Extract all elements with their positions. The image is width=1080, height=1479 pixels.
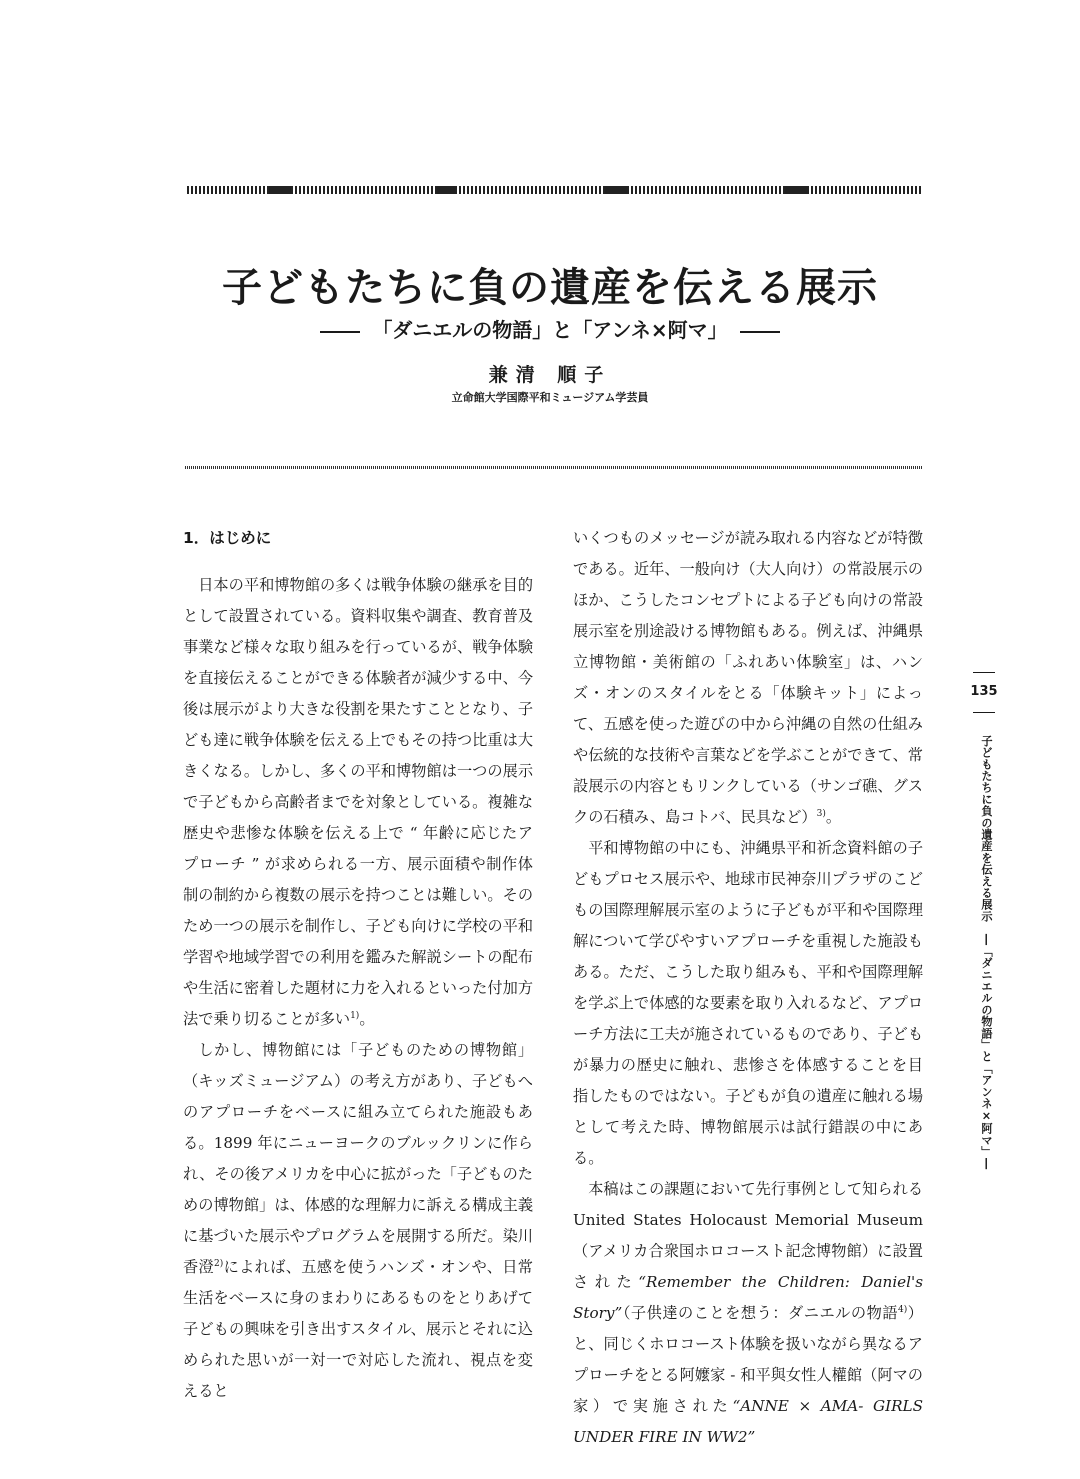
paragraph: 本稿はこの課題において先行事例として知られる United States Holocaust Memorial Museum（アメリカ合衆国ホロコースト記念博物館）に設置された“Remember the Children: Daniel's Story”（子供達のことを想う：ダニエルの物語$^{4)}$）と、同じくホロコースト体験を扱いながら異なるアプローチをとる阿嬤家 - 和平與女性人權館（阿マの家）で実施された“ANNE × AMA- GIRLS UNDER FIRE IN WW2” (573, 1180, 924, 1446)
subtitle-dash-left (320, 331, 360, 333)
footnote-ref[interactable]: 4) (898, 1304, 908, 1315)
footnote-ref[interactable]: 1) (350, 1010, 360, 1021)
subtitle-text: 「ダニエルの物語」と「アンネ×阿マ」 (372, 318, 728, 342)
left-column (183, 523, 533, 1407)
article-subtitle (0, 314, 1080, 343)
exhibit-title: “Remember the Children: Daniel's Story” (573, 1273, 923, 1322)
page-number: 135 (970, 684, 998, 699)
paragraph: いくつものメッセージが読み取れる内容などが特徴である。近年、一般向け（大人向け）の常設展示のほか、こうしたコンセプトによる子ども向けの常設展示室を別途設ける博物館もある。例えば、沖縄県立博物館・美術館の「ふれあい体験室」は、ハンズ・オンのスタイルをとる「体験キット」によって、五感を使った遊びの中から沖縄の自然の仕組みや伝統的な技術や言葉などを学ぶことができて、常設展示の内容ともリンクしている（サンゴ礁、グスクの石積み、島コトバ、民具など）$^{3)}$。 (573, 529, 923, 826)
author-affiliation: 立命館大学国際平和ミュージアム学芸員 (451, 391, 649, 404)
paragraph: 日本の平和博物館の多くは戦争体験の継承を目的として設置されている。資料収集や調査、教育普及事業など様々な取り組みを行っているが、戦争体験を直接伝えることができる体験者が減少する中、今後は展示がより大きな役割を果たすこととなり、子ども達に戦争体験を伝える上でもその持つ比重は大きくなる。しかし、多くの平和博物館は一つの展示で子どもから高齢者までを対象としている。複雑な歴史や悲惨な体験を伝える上で “ 年齢に応じたアプローチ ” が求められる一方、展示面積や制作体制の制約から複数の展示を持つことは難しい。そのため一つの展示を制作し、子ども向けに学校の平和学習や地域学習での利用を鑑みた解説シートの配布や生活に密着した題材に力を入れるといった付加方法で乗り切ることが多い$^{1)}$。 (183, 576, 533, 1028)
subtitle-dash-right (740, 331, 780, 333)
article-title: 子どもたちに負の遺産を伝える展示 (222, 265, 878, 311)
section-heading: 1．はじめに (183, 529, 272, 547)
author-name: 兼清 順子 (488, 364, 612, 386)
footnote-ref[interactable]: 2) (214, 1258, 224, 1269)
footnote-ref[interactable]: 3) (816, 808, 826, 819)
running-header: 子どもたちに負の遺産を伝える展示 ―「ダニエルの物語」と「アンネ×阿マ」― (980, 735, 993, 1170)
header-divider (185, 466, 922, 469)
page-number-rule-bottom (973, 712, 995, 713)
paragraph: 平和博物館の中にも、沖縄県平和祈念資料館の子どもプロセス展示や、地球市民神奈川プラザのこどもの国際理解展示室のように子どもが平和や国際理解について学びやすいアプローチを重視した施設もある。ただ、こうした取り組みも、平和や国際理解を学ぶ上で体感的な要素を取り入れるなど、アプローチ方法に工夫が施されているものであり、子どもが暴力の歴史に触れ、悲惨さを体感することを目指したものではない。子どもが負の遺産に触れる場として考えた時、博物館展示は試行錯誤の中にある。 (573, 839, 923, 1167)
paragraph: しかし、博物館には「子どものための博物館」（キッズミュージアム）の考え方があり、子どもへのアプローチをベースに組み立てられた施設もある。1899 年にニューヨークのブルックリンに作られ、その後アメリカを中心に拡がった「子どものための博物館」は、体感的な理解力に訴える構成主義に基づいた展示やプログラムを展開する所だ。染川香澄$^{2)}$によれば、五感を使うハンズ・オンや、日常生活をベースに身のまわりにあるものをとりあげて子どもの興味を引き出すスタイル、展示とそれに込められた思いが一対一で対応した流れ、視点を変えると (183, 1041, 533, 1400)
page-number-rule-top (973, 672, 995, 673)
header-rule (185, 186, 922, 194)
exhibit-title: “ANNE × AMA- GIRLS UNDER FIRE IN WW2” (573, 1397, 924, 1446)
right-column (573, 523, 923, 1453)
